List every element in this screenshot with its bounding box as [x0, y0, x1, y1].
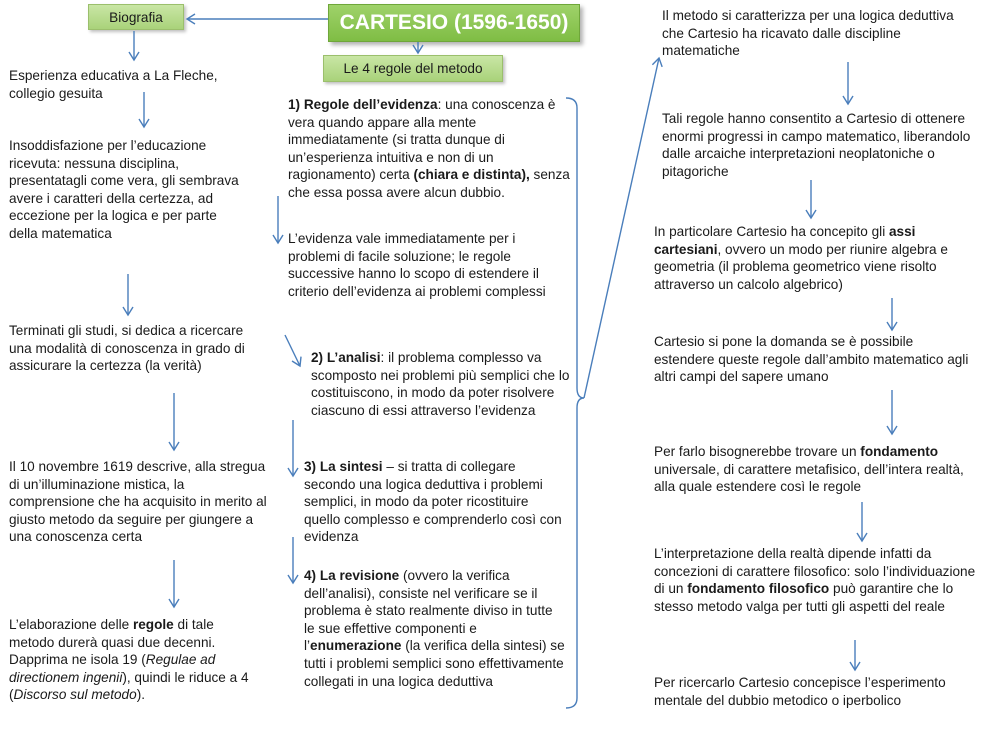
right-paragraph-1: Il metodo si caratterizza per una logica deduttiva che Cartesio ha ricavato dalle discipline matematiche — [662, 8, 954, 59]
right-paragraph-6: L’interpretazione della realtà dipende infatti da concezioni di carattere filosofico: solo l’individuazione di un fondamento filosofico può garantire che lo stesso metodo valga per tutti gli aspetti del reale — [654, 546, 976, 614]
right-paragraph-5: Per farlo bisognerebbe trovare un fondamento universale, di carattere metafisico, dell’intera realtà, alla quale estendere così le regole — [654, 444, 964, 495]
right-paragraph-3: In particolare Cartesio ha concepito gli assi cartesiani, ovvero un modo per riunire algebra e geometria (il problema geometrico viene risolto attraverso un calcolo algebrico) — [654, 224, 948, 292]
arrow-bracket-to-right — [584, 58, 659, 398]
rule-1-evidenza: 1) Regole dell’evidenza: una conoscenza è vera quando appare alla mente immediatamente (si tratta dunque di un’esperienza intuitiva e non di un ragionamento) certa (chiara e distinta), senza che essa possa avere alcun dubbio. — [288, 97, 570, 200]
rule-3-sintesi: 3) La sintesi – si tratta di collegare secondo una logica deduttiva i problemi semplici, in modo da poter ricostituire quello complesso e comprenderlo così con evidenza — [304, 459, 562, 545]
right-paragraph-4: Cartesio si pone la domanda se è possibile estendere queste regole dall’ambito matematico agli altri campi del sapere umano — [654, 334, 969, 385]
page-title: CARTESIO (1596-1650) — [339, 11, 569, 34]
left-paragraph-2: Insoddisfazione per l’educazione ricevuta: nessuna disciplina, presentatagli come vera, gli sembrava avere i caratteri della certezza, ad eccezione per la logica e per parte della matematica — [9, 138, 239, 241]
arrow-mid-2 — [285, 335, 300, 366]
rule-2-analisi: 2) L’analisi: il problema complesso va scomposto nei problemi più semplici che lo costituiscono, in modo da poter risolvere ciascuno di essi attraverso l’evidenza — [311, 350, 570, 418]
metodo-label: Le 4 regole del metodo — [343, 61, 483, 76]
left-paragraph-1: Esperienza educativa a La Fleche, collegio gesuita — [9, 68, 218, 101]
left-paragraph-4: Il 10 novembre 1619 descrive, alla stregua di un’illuminazione mistica, la comprensione che ha acquisito in merito al giusto metodo da seguire per giungere a una conoscenza certa — [9, 459, 267, 545]
left-paragraph-3: Terminati gli studi, si dedica a ricercare una modalità di conoscenza in grado di assicurare la certezza (la verità) — [9, 323, 245, 374]
right-paragraph-7: Per ricercarlo Cartesio concepisce l’esperimento mentale del dubbio metodico o iperbolico — [654, 675, 946, 708]
right-paragraph-2: Tali regole hanno consentito a Cartesio di ottenere enormi progressi in campo matematico, liberandolo dalle arcaiche interpretazioni neoplatoniche o pitagoriche — [662, 111, 971, 179]
rules-bracket — [566, 98, 584, 708]
biografia-label: Biografia — [109, 9, 163, 25]
rule-4-revisione: 4) La revisione (ovvero la verifica dell’analisi), consiste nel verificare se il problema è stato realmente diviso in tutte le sue effettive componenti e l’enumerazione (la verifica della sintesi) se tutti i problemi semplici sono effettivamente collegati in una logica deduttiva — [304, 568, 565, 689]
left-paragraph-5: L’elaborazione delle regole di tale metodo durerà quasi due decenni. Dapprima ne isola 19 (Regulae ad directionem ingenii), quindi le riduce a 4 (Discorso sul metodo). — [9, 617, 249, 703]
evidenza-note: L’evidenza vale immediatamente per i problemi di facile soluzione; le regole successive hanno lo scopo di estendere il criterio dell’evidenza ai problemi complessi — [288, 231, 546, 299]
